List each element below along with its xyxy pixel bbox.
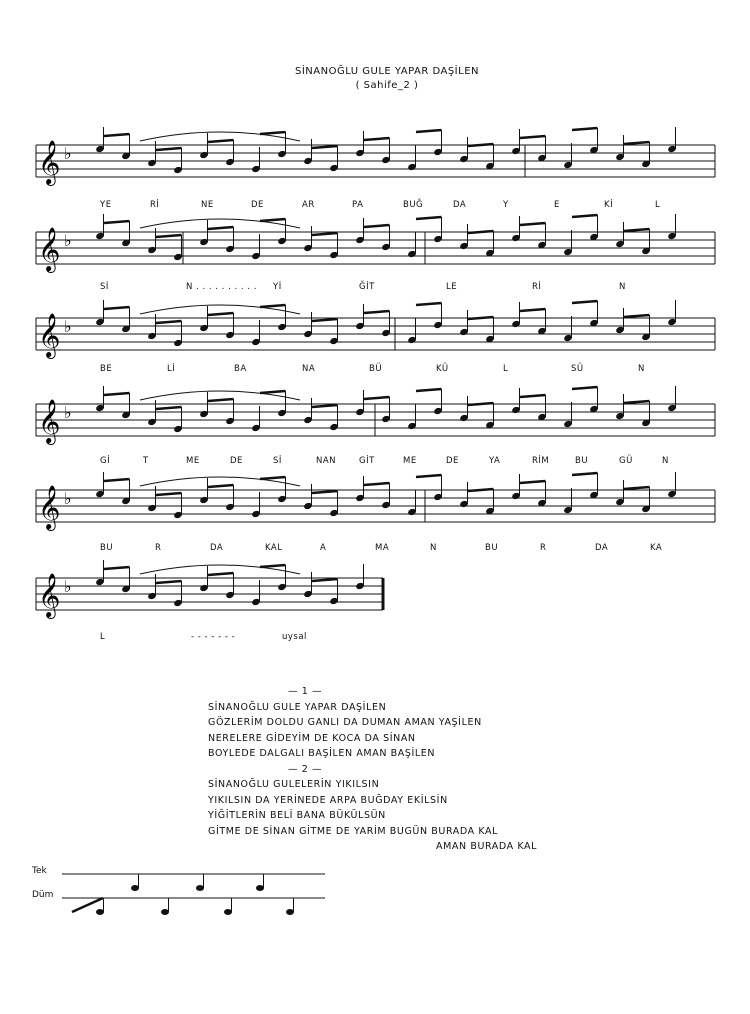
verse-text [208, 684, 537, 855]
lyric-syllable: GİT [359, 456, 375, 466]
note-beam [624, 487, 650, 489]
lyric-syllable: - - - - - - - [191, 632, 236, 642]
lyric-syllable: Y [503, 200, 509, 210]
verse-1-line: NERELERE GİDEYİM DE KOCA DA SİNAN [208, 732, 416, 744]
verse-1-line: BOYLEDE DALGALI BAŞİLEN AMAN BAŞİLEN [208, 748, 436, 759]
lyric-syllable: BA [234, 364, 247, 374]
note-beam [364, 397, 390, 399]
lyric-syllable: BE [100, 364, 113, 374]
note-beam [468, 144, 494, 146]
lyric-syllable: YE [100, 200, 112, 210]
treble-clef-icon: 𝄞 [38, 573, 61, 617]
note-beam [468, 489, 494, 491]
lyric-syllable: DA [595, 543, 609, 553]
note-beam [104, 134, 130, 136]
lyric-syllable: N . . . . . . . . . . [186, 282, 257, 292]
tek-label: Tek [32, 866, 47, 876]
rhythm-note-head [131, 885, 139, 891]
note-beam [364, 483, 390, 485]
note-beam [156, 493, 182, 495]
lyric-syllable: Kİ [604, 200, 614, 210]
note-beam [416, 217, 442, 219]
note-beam [104, 567, 130, 569]
lyric-syllable: NA [302, 364, 316, 374]
verse-1-label: — 1 — [288, 686, 323, 697]
page-title: SİNANOĞLU GULE YAPAR DAŞİLEN [295, 66, 479, 77]
lyric-syllable: KAL [265, 543, 283, 553]
note-beam [208, 227, 234, 229]
flat-icon: ♭ [64, 317, 72, 336]
verse-2-line: YİĞİTLERİN BELİ BANA BÜKÜLSÜN [208, 810, 386, 821]
lyric-syllable: L [100, 632, 106, 642]
lyric-syllable: Rİ [150, 200, 160, 210]
lyric-syllable: DA [210, 543, 224, 553]
note-beam [572, 215, 598, 217]
note-beam [260, 219, 286, 221]
lyric-syllable: Lİ [167, 364, 176, 374]
treble-clef-icon: 𝄞 [38, 227, 61, 271]
verse-2-label: — 2 — [288, 763, 323, 775]
note-beam [312, 146, 338, 148]
lyric-syllable: T [143, 456, 149, 466]
lyric-syllable: NAN [316, 456, 337, 466]
note-beam [208, 485, 234, 487]
treble-clef-icon: 𝄞 [38, 485, 61, 529]
lyric-syllable: Sİ [273, 456, 282, 466]
lyric-syllable: BU [100, 543, 114, 553]
lyric-syllable: R [155, 543, 162, 553]
note-beam [624, 401, 650, 403]
lyric-syllable: ME [186, 456, 200, 466]
lyric-syllable: Yİ [273, 282, 282, 292]
note-beam [416, 475, 442, 477]
note-beam [572, 301, 598, 303]
lyric-syllable: DA [453, 200, 467, 210]
note-beam [312, 319, 338, 321]
note-beam [416, 303, 442, 305]
lyric-syllable: Sİ [100, 282, 109, 292]
note-beam [156, 581, 182, 583]
note-beam [312, 405, 338, 407]
treble-clef-icon: 𝄞 [38, 313, 61, 357]
lyric-syllable: AR [302, 200, 315, 210]
lyric-syllable: uysal [282, 632, 307, 642]
note-beam [364, 311, 390, 313]
lyric-syllable: NE [201, 200, 214, 210]
note-beam [312, 579, 338, 581]
note-beam [468, 231, 494, 233]
lyric-syllable: N [638, 364, 645, 374]
note-beam [624, 315, 650, 317]
dum-label: Düm [32, 890, 54, 900]
lyric-syllable: E [554, 200, 560, 210]
note-beam [520, 136, 546, 138]
verse-2-line: YIKILSIN DA YERİNEDE ARPA BUĞDAY EKİLSİN [208, 794, 448, 806]
lyric-syllable: BUĞ [403, 200, 424, 210]
lyric-syllable: DE [230, 456, 243, 466]
note-beam [260, 477, 286, 479]
lyric-syllable: MA [375, 543, 390, 553]
note-beam [572, 128, 598, 130]
page-subtitle: ( Sahife_2 ) [355, 80, 419, 91]
note-beam [364, 138, 390, 140]
lyric-syllable: BÜ [369, 364, 383, 374]
note-beam [520, 309, 546, 311]
lyric-syllable: ME [403, 456, 417, 466]
note-beam [208, 573, 234, 575]
note-heads [95, 127, 677, 607]
lyric-syllable: KA [650, 543, 663, 553]
lyric-syllable: KÜ [436, 364, 449, 374]
note-beam [520, 481, 546, 483]
verse-2-line: AMAN BURADA KAL [436, 841, 538, 852]
note-beam [624, 229, 650, 231]
lyric-syllable: BU [575, 456, 589, 466]
lyric-syllable: SÜ [571, 364, 584, 374]
verse-2-line: GİTME DE SİNAN GİTME DE YARİM BUGÜN BURADA KAL [208, 825, 499, 837]
lyric-syllable: Rİ [532, 282, 542, 292]
lyric-syllable: L [655, 200, 661, 210]
lyric-syllable: PA [352, 200, 364, 210]
flat-icon: ♭ [64, 144, 72, 163]
note-beam [260, 132, 286, 134]
rhythm-note-head [286, 909, 294, 915]
lyric-syllable: L [503, 364, 509, 374]
lyric-syllable: Gİ [100, 456, 111, 466]
lyric-syllable: ĞİT [359, 282, 375, 292]
flat-icon: ♭ [64, 231, 72, 250]
rhythm-note-head [256, 885, 264, 891]
lyric-syllable: DE [446, 456, 459, 466]
note-beam [624, 142, 650, 144]
note-beam [468, 317, 494, 319]
note-beam [104, 221, 130, 223]
lyric-syllable: LE [446, 282, 458, 292]
flat-icon: ♭ [64, 577, 72, 596]
flat-icon: ♭ [64, 489, 72, 508]
lyric-syllable: R [540, 543, 547, 553]
note-beam [572, 473, 598, 475]
note-beam [260, 305, 286, 307]
lyric-syllable: YA [489, 456, 501, 466]
lyric-syllable: DE [251, 200, 264, 210]
flat-icon: ♭ [64, 403, 72, 422]
note-beam [156, 321, 182, 323]
rhythm-note-head [96, 909, 104, 915]
note-beam [156, 148, 182, 150]
note-beam [104, 479, 130, 481]
note-beam [520, 395, 546, 397]
rhythm-note-head [224, 909, 232, 915]
note-beam [208, 313, 234, 315]
lyric-syllable: N [619, 282, 626, 292]
rhythm-note-head [196, 885, 204, 891]
note-beam [520, 223, 546, 225]
verse-2-line: SİNANOĞLU GULELERİN YIKILSIN [208, 779, 380, 790]
note-beam [416, 389, 442, 391]
note-beam [104, 307, 130, 309]
lyric-syllable: BU [485, 543, 499, 553]
lyric-syllable: RİM [532, 456, 550, 466]
rhythm-pattern [0, 860, 750, 930]
note-beam [572, 387, 598, 389]
note-beam [156, 235, 182, 237]
lyric-syllable: N [430, 543, 437, 553]
rhythm-note-head [161, 909, 169, 915]
verse-1-line: GÖZLERİM DOLDU GANLI DA DUMAN AMAN YAŞİLEN [208, 717, 482, 728]
treble-clef-icon: 𝄞 [38, 140, 61, 184]
note-beam [260, 565, 286, 567]
verse-1-line: SİNANOĞLU GULE YAPAR DAŞİLEN [208, 701, 387, 713]
note-beam [364, 225, 390, 227]
lyric-syllable: A [320, 543, 327, 553]
note-beam [416, 130, 442, 132]
note-beam [208, 140, 234, 142]
note-beam [312, 233, 338, 235]
note-beam [312, 491, 338, 493]
treble-clef-icon: 𝄞 [38, 399, 61, 443]
lyric-syllable: GÜ [619, 456, 633, 466]
note-beam [468, 403, 494, 405]
note-beam [156, 407, 182, 409]
lyric-syllable: N [662, 456, 669, 466]
note-beam [208, 399, 234, 401]
note-beam [260, 391, 286, 393]
note-beam [104, 393, 130, 395]
rhythm-notes [72, 874, 294, 915]
